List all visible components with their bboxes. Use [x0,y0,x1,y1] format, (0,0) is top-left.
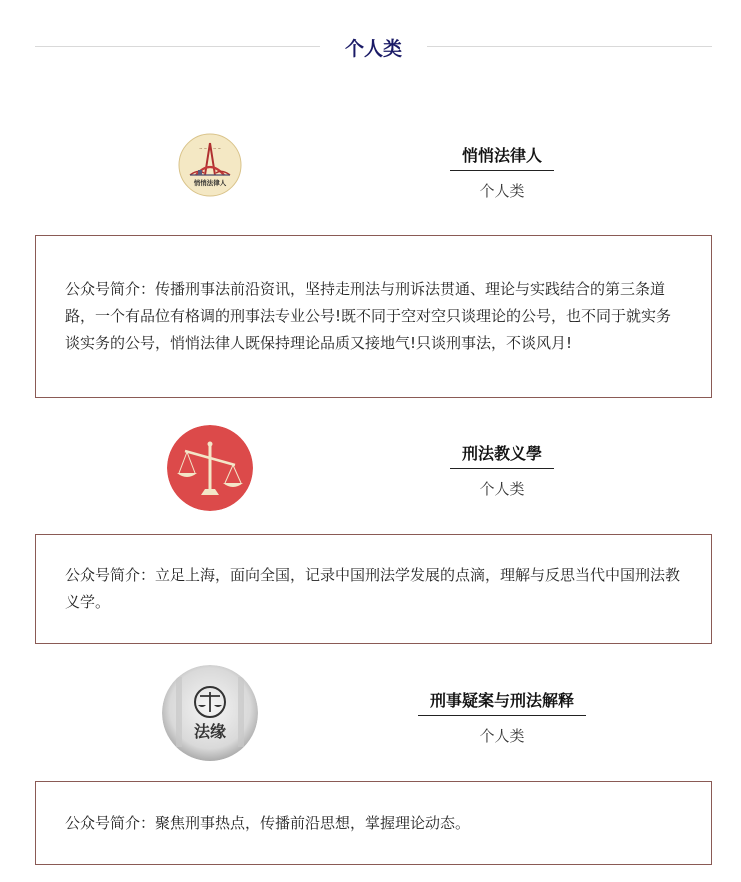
account-category: 个人类 [479,480,525,498]
svg-text:法缘: 法缘 [193,722,227,741]
account-intro: 公众号简介：立足上海，面向全国，记录中国刑法学发展的点滴，理解与反思当代中国刑法教义学。 [65,566,681,611]
account-name[interactable]: 悄悄法律人 [450,143,554,171]
account-card[interactable] [0,130,741,198]
account-category: 个人类 [479,727,525,745]
scales-logo-icon [167,425,253,511]
account-name[interactable]: 刑事疑案与刑法解释 [418,688,586,716]
fayuan-logo-icon [162,665,258,761]
svg-text:~ ~ ~ ~ ~: ~ ~ ~ ~ ~ [199,146,221,151]
section-title: 个人类 [344,38,402,60]
svg-text:悄悄法律人: 悄悄法律人 [193,179,227,187]
account-card[interactable] [0,665,741,761]
account-card[interactable] [0,425,741,511]
account-logo-icon [178,133,242,197]
account-category: 个人类 [479,182,525,200]
divider-right [427,46,712,47]
account-intro: 公众号简介：传播刑事法前沿资讯，坚持走刑法与刑诉法贯通、理论与实践结合的第三条道路，一个有品位有格调的刑事法专业公号!既不同于空对空只谈理论的公号，也不同于就实务谈实务的公号，悄悄法律人既保持理论品质又接地气!只谈刑事法，不谈风月! [65,280,672,352]
divider-left [35,46,320,47]
intro-box [35,781,712,865]
section-header [35,28,712,64]
account-intro: 公众号简介：聚焦刑事热点，传播前沿思想，掌握理论动态。 [65,813,471,832]
intro-box [35,534,712,644]
intro-box [35,235,712,398]
account-name[interactable]: 刑法教义學 [450,441,554,469]
